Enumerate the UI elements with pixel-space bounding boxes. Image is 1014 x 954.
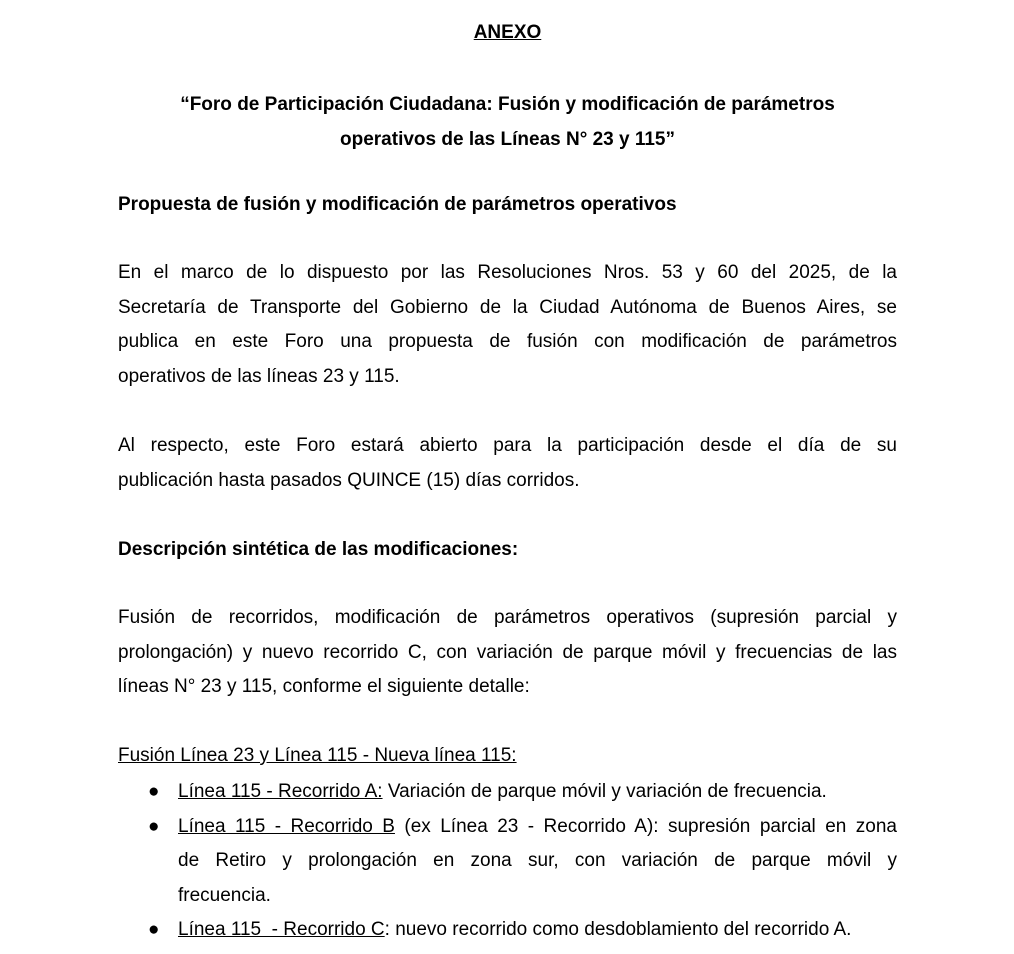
- list-item-route-a: [118, 775, 897, 810]
- proposal-heading: Propuesta de fusión y modificación de parámetros operativos: [118, 194, 677, 215]
- intro-paragraph-line-1: En el marco de lo dispuesto por las Resoluciones Nros. 53 y 60 del 2025, de la: [118, 262, 897, 283]
- forum-paragraph: [118, 429, 897, 498]
- intro-paragraph-line-2: Secretaría de Transporte del Gobierno de la Ciudad Autónoma de Buenos Aires, se: [118, 296, 897, 318]
- route-a-text: Variación de parque móvil y variación de frecuencia.: [382, 781, 827, 802]
- route-b-label: Línea 115 - Recorrido B: [178, 815, 395, 837]
- document-title-line-1: “Foro de Participación Ciudadana: Fusión y modificación de parámetros: [180, 94, 835, 115]
- list-item-route-c: [118, 913, 897, 948]
- document-title-line-2: operativos de las Líneas N° 23 y 115”: [340, 128, 675, 150]
- list-item-route-b: [118, 810, 897, 914]
- description-paragraph-line-3: líneas N° 23 y 115, conforme el siguiente detalle:: [118, 676, 530, 697]
- description-paragraph: [118, 601, 897, 705]
- bullet-icon: ●: [148, 781, 160, 802]
- forum-paragraph-line-2: publicación hasta pasados QUINCE (15) días corridos.: [118, 469, 580, 491]
- route-a-label: Línea 115 - Recorrido A:: [178, 781, 383, 802]
- bullet-icon: ●: [148, 815, 160, 837]
- description-heading: Descripción sintética de las modificaciones:: [118, 539, 519, 560]
- intro-paragraph-line-4: operativos de las líneas 23 y 115.: [118, 365, 400, 387]
- annex-title: ANEXO: [473, 22, 542, 43]
- intro-paragraph: [118, 256, 897, 394]
- route-list: [118, 775, 897, 948]
- route-c-text: : nuevo recorrido como desdoblamiento del recorrido A.: [384, 919, 852, 940]
- description-paragraph-line-1: Fusión de recorridos, modificación de parámetros operativos (supresión parcial y: [118, 607, 897, 628]
- intro-paragraph-line-3: publica en este Foro una propuesta de fusión con modificación de parámetros: [118, 331, 897, 352]
- bullet-icon: ●: [148, 919, 160, 940]
- route-c-label: Línea 115 - Recorrido C: [178, 919, 385, 940]
- description-paragraph-line-2: prolongación) y nuevo recorrido C, con variación de parque móvil y frecuencias de las: [118, 641, 897, 663]
- document-title: [118, 88, 897, 157]
- fusion-subheading: Fusión Línea 23 y Línea 115 - Nueva línea 115:: [118, 745, 517, 766]
- forum-paragraph-line-1: Al respecto, este Foro estará abierto para la participación desde el día de su: [118, 435, 897, 456]
- route-b-text-line-2: de Retiro y prolongación en zona sur, con variación de parque móvil y: [178, 850, 897, 871]
- route-b-text-line-3: frecuencia.: [178, 884, 271, 906]
- route-b-text-line-1: (ex Línea 23 - Recorrido A): supresión parcial en zona: [394, 815, 897, 837]
